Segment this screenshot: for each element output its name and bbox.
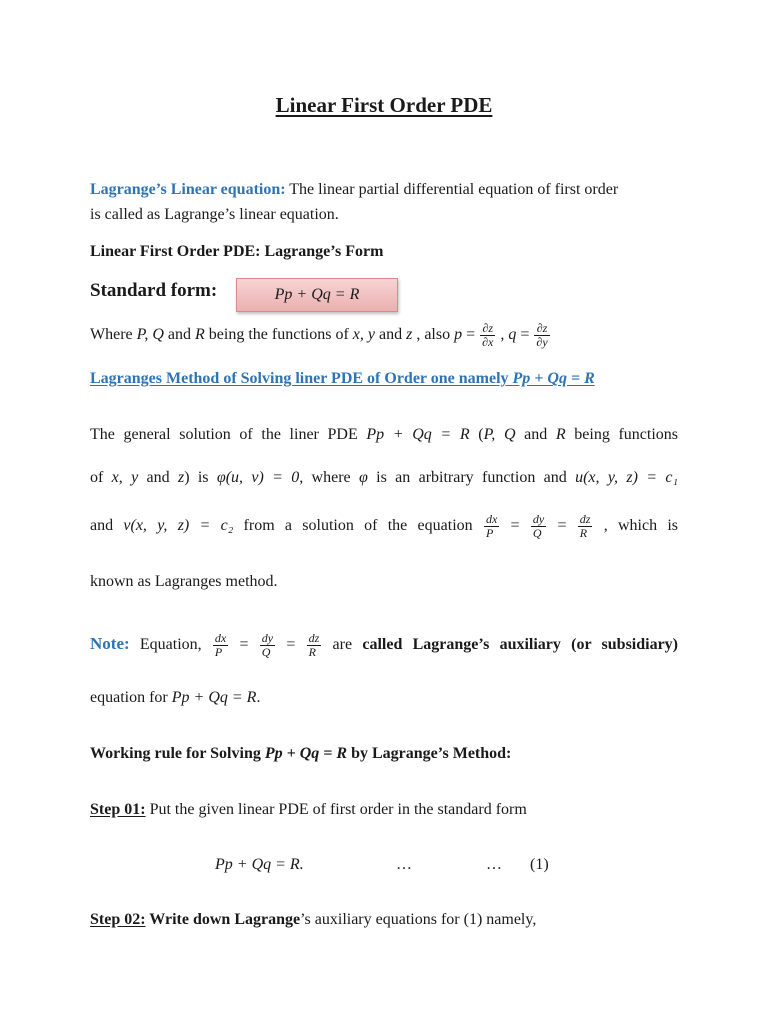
dy-over-q-fraction: $\frac{dy}{Q}$ xyxy=(532,511,545,540)
step01-line: Step 01: Put the given linear PDE of first order in the standard form xyxy=(90,801,527,818)
partial-z-x-fraction: $\frac{\partial z}{\partial x}$ xyxy=(482,320,494,349)
general-solution-line1: The general solution of the liner PDE Pp + Qq = R (P, Q and R being functions xyxy=(90,426,679,443)
lagrange-form-heading: Linear First Order PDE: Lagrange’s Form xyxy=(90,243,384,260)
partial-z-y-fraction: $\frac{\partial z}{\partial y}$ xyxy=(536,320,548,349)
step01-dots-2: … xyxy=(486,856,502,873)
step01-label: Step 01: xyxy=(90,801,146,818)
lagrange-definition-line2: is called as Lagrange’s linear equation. xyxy=(90,206,339,223)
dx-over-p-fraction: $\frac{dx}{P}$ xyxy=(485,511,498,540)
note-dy-over-q-fraction: $\frac{dy}{Q}$ xyxy=(261,630,274,659)
note-label: Note: xyxy=(90,634,130,653)
step01-equation-number: (1) xyxy=(530,856,549,873)
working-rule-heading: Working rule for Solving Pp + Qq = R by Lagrange’s Method: xyxy=(90,745,512,762)
lagrange-definition-line1: Lagrange’s Linear equation: The linear partial differential equation of first order xyxy=(90,181,619,198)
note-line2: equation for Pp + Qq = R. xyxy=(90,689,261,706)
standard-form-equation-box: Pp + Qq = R xyxy=(236,278,398,312)
general-solution-line4: known as Lagranges method. xyxy=(90,573,278,590)
dz-over-r-fraction: $\frac{dz}{R}$ xyxy=(579,511,591,540)
step02-line: Step 02: Write down Lagrange’s auxiliary equations for (1) namely, xyxy=(90,911,537,928)
general-solution-line3: and v(x, y, z) = c₂ from a solution of the equation $\frac{dx}{P}$ = $\frac{dy}{Q}$ = $\frac{dz}{R}$ , which is xyxy=(90,511,679,540)
step01-dots-1: … xyxy=(396,856,412,873)
note-dz-over-r-fraction: $\frac{dz}{R}$ xyxy=(308,630,320,659)
step02-label: Step 02: xyxy=(90,911,146,928)
step01-equation: Pp + Qq = R. xyxy=(215,856,304,873)
note-dx-over-p-fraction: $\frac{dx}{P}$ xyxy=(214,630,227,659)
where-line: Where P, Q and R being the functions of x, y and z , also p = $\frac{\partial z}{\partial x}$ , q = $\frac{\partial z}{\partial y}$ xyxy=(90,320,548,349)
note-line1: Note: Equation, $\frac{dx}{P}$ = $\frac{dy}{Q}$ = $\frac{dz}{R}$ are called Lagrange’s auxiliary (or subsidiary) xyxy=(90,630,679,659)
page-title: Linear First Order PDE xyxy=(275,93,493,117)
lagrange-definition-label: Lagrange’s Linear equation: xyxy=(90,181,286,198)
standard-form-label: Standard form: xyxy=(90,280,218,301)
general-solution-line2: of x, y and z) is φ(u, v) = 0, where φ is an arbitrary function and u(x, y, z) = c₁ xyxy=(90,469,679,486)
method-heading: Lagranges Method of Solving liner PDE of Order one namely Pp + Qq = R xyxy=(90,370,595,387)
